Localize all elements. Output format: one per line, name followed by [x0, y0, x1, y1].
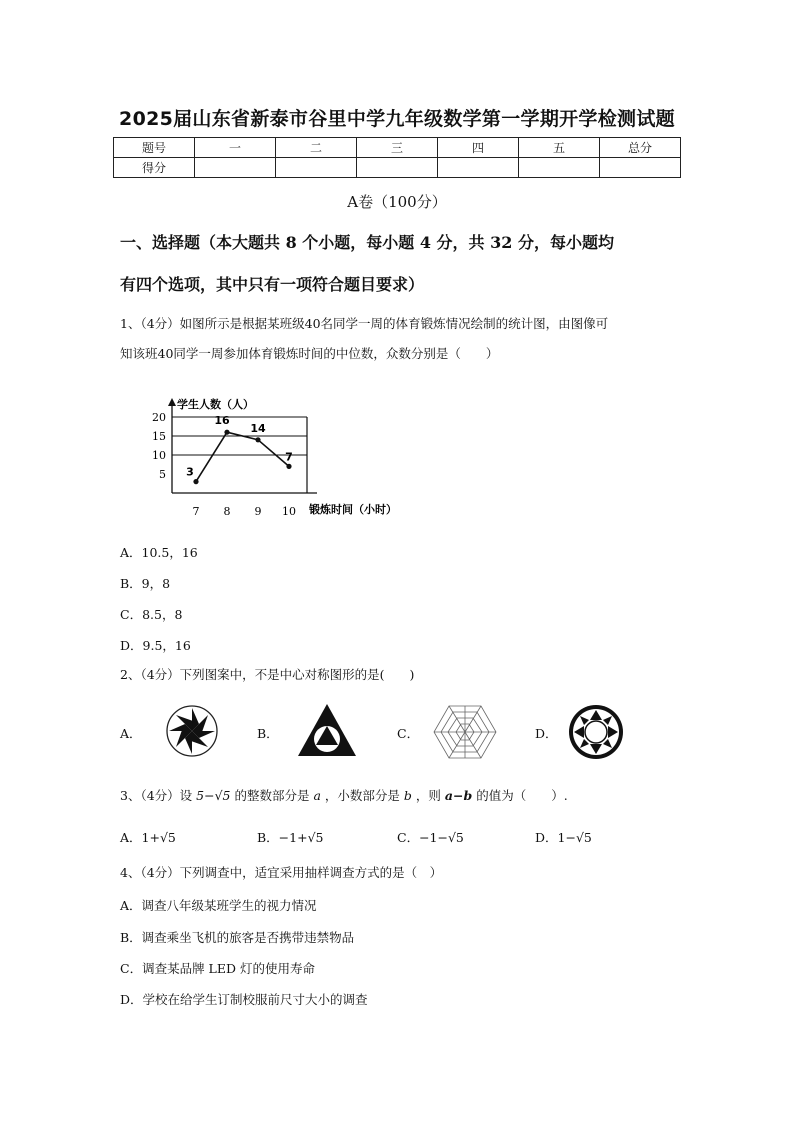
q3-option-d: D．1−√5 [535, 830, 592, 845]
q3-stem-post: 的值为（ ）. [476, 788, 568, 803]
q2-label-d: D． [535, 726, 558, 741]
q3-var-b: b [403, 788, 412, 803]
score-input-cell [600, 158, 681, 178]
x-axis-label: 锻炼时间（小时） [309, 503, 397, 516]
q3-stem [120, 782, 690, 809]
data-point [193, 479, 198, 484]
y-tick-label: 15 [152, 430, 166, 443]
table-cell: 一 [195, 138, 276, 158]
data-point [255, 437, 260, 442]
q4-option-b: B．调查乘坐飞机的旅客是否携带违禁物品 [120, 930, 355, 945]
q3-option-b: B．−1+√5 [257, 830, 324, 845]
table-row [114, 138, 681, 158]
table-cell: 得分 [114, 158, 195, 178]
score-input-cell [276, 158, 357, 178]
page-title: 2025届山东省新泰市谷里中学九年级数学第一学期开学检测试题 [119, 108, 675, 130]
hexagon-web-icon [433, 704, 497, 760]
data-label: 16 [214, 414, 230, 428]
table-row [114, 158, 681, 178]
data-label: 14 [250, 421, 266, 435]
score-input-cell [438, 158, 519, 178]
table-cell: 四 [438, 138, 519, 158]
score-input-cell [519, 158, 600, 178]
q4-option-d: D．学校在给学生订制校服前尺寸大小的调查 [120, 992, 368, 1007]
data-label: 7 [285, 450, 293, 464]
circle-arrows-icon [567, 703, 625, 761]
q2-label-c: C． [397, 726, 420, 741]
q1-stem-line2: 知该班40同学一周参加体育锻炼时间的中位数，众数分别是（ ） [120, 346, 499, 361]
data-point [286, 464, 291, 469]
pinwheel-icon [165, 704, 219, 758]
q2-stem: 2、（4分）下列图案中，不是中心对称图形的是( ) [120, 667, 415, 682]
y-axis-label: 学生人数（人） [177, 398, 254, 411]
y-tick-label: 10 [152, 449, 166, 462]
q1-option-d: D．9.5，16 [120, 638, 191, 653]
q3-stem-mid3: ，则 [415, 788, 441, 803]
data-label: 3 [186, 465, 194, 479]
q3-expression: 5−√5 [196, 788, 231, 803]
triangle-circle-icon [296, 702, 358, 758]
table-cell: 题号 [114, 138, 195, 158]
data-point [224, 430, 229, 435]
table-cell: 总分 [600, 138, 681, 158]
x-tick-label: 9 [254, 505, 262, 518]
score-input-cell [195, 158, 276, 178]
part1-heading-line1: 一、选择题（本大题共 8 个小题，每小题 4 分，共 32 分，每小题均 [120, 233, 614, 252]
q3-expr-ab: a−b [444, 788, 473, 803]
line-chart [150, 395, 410, 525]
part1-heading-line2: 有四个选项，其中只有一项符合题目要求） [120, 275, 425, 294]
q3-option-a: A．1+√5 [120, 830, 176, 845]
q3-option-c: C．−1−√5 [397, 830, 464, 845]
y-tick-label: 5 [159, 468, 166, 481]
q4-stem: 4、（4分）下列调查中，适宜采用抽样调查方式的是（ ） [120, 865, 443, 880]
x-tick-label: 10 [282, 505, 296, 518]
table-cell: 三 [357, 138, 438, 158]
score-table [113, 137, 681, 178]
q4-option-a: A．调查八年级某班学生的视力情况 [120, 898, 317, 913]
y-axis-arrow [168, 398, 176, 406]
x-tick-label: 7 [192, 505, 200, 518]
table-cell: 二 [276, 138, 357, 158]
q1-option-b: B．9，8 [120, 576, 171, 591]
q1-option-c: C．8.5，8 [120, 607, 183, 622]
q2-label-a: A． [120, 726, 142, 741]
table-cell: 五 [519, 138, 600, 158]
y-tick-label: 20 [152, 411, 166, 424]
q3-stem-pre: 3、（4分）设 [120, 788, 193, 803]
q3-var-a: a [313, 788, 321, 803]
score-input-cell [357, 158, 438, 178]
q1-option-a: A．10.5，16 [120, 545, 198, 560]
section-a-heading: A卷（100分） [347, 193, 447, 211]
q4-option-c: C．调查某品牌 LED 灯的使用寿命 [120, 961, 315, 976]
x-tick-label: 8 [223, 505, 231, 518]
q3-stem-mid: 的整数部分是 [234, 788, 310, 803]
q1-stem-line1: 1、（4分）如图所示是根据某班级40名同学一周的体育锻炼情况绘制的统计图，由图像可 [120, 316, 609, 331]
q2-label-b: B． [257, 726, 279, 741]
series-line [196, 432, 289, 481]
q3-stem-mid2: ，小数部分是 [324, 788, 400, 803]
